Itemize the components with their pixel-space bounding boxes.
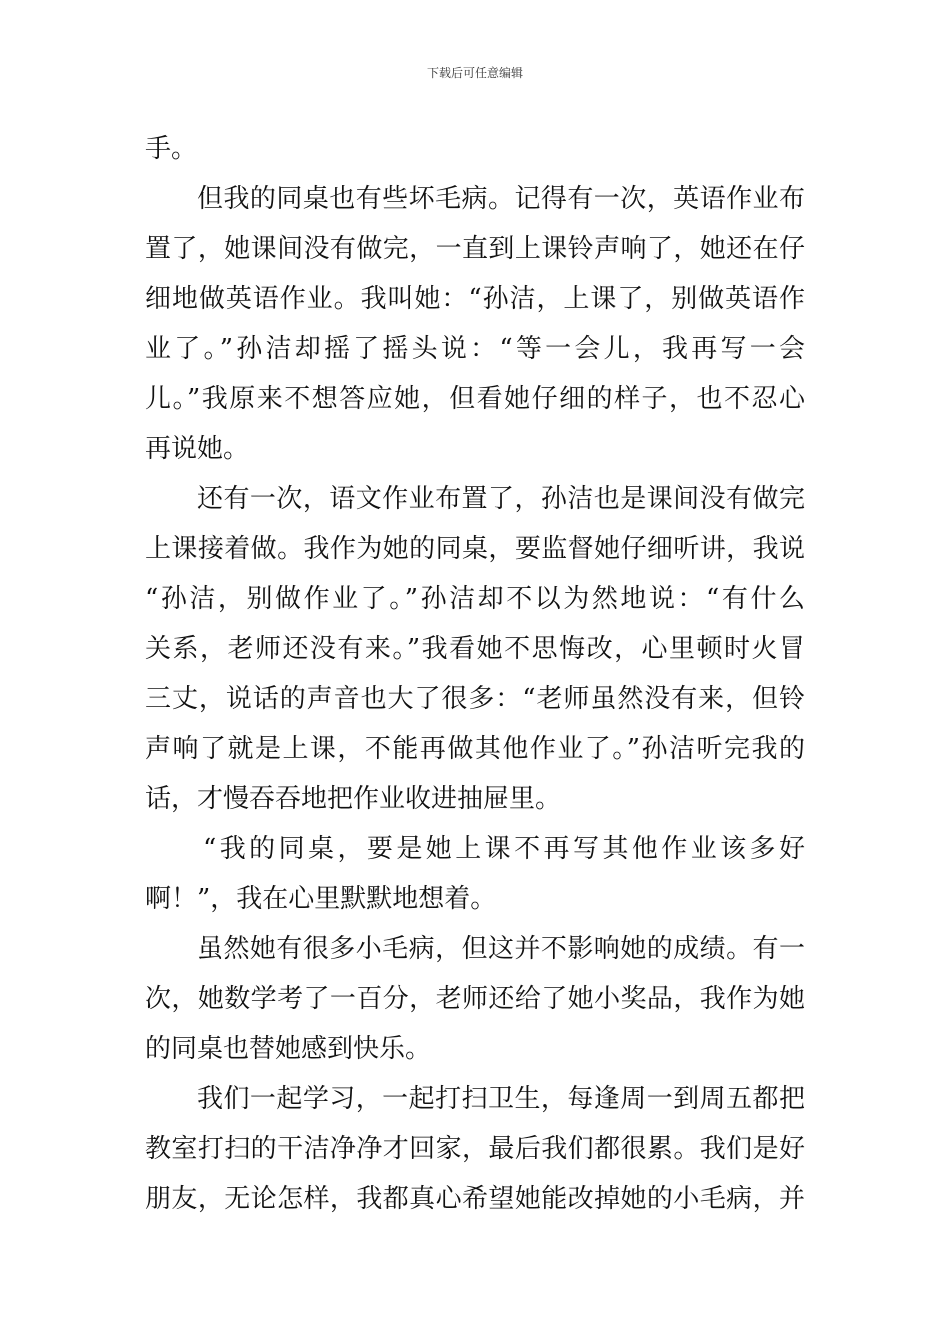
text-line: 儿。”我原来不想答应她，但看她仔细的样子，也不忍心	[145, 384, 805, 414]
text-line: 细地做英语作业。我叫她：“孙洁，上课了，别做英语作	[145, 284, 805, 314]
text-line: 业了。”孙洁却摇了摇头说：“等一会儿，我再写一会	[145, 334, 805, 364]
text-line: 但我的同桌也有些坏毛病。记得有一次，英语作业布	[197, 184, 805, 214]
text-line: 置了，她课间没有做完，一直到上课铃声响了，她还在仔	[145, 234, 805, 264]
text-line: 次，她数学考了一百分，老师还给了她小奖品，我作为她	[145, 984, 805, 1014]
text-line: 三丈，说话的声音也大了很多：“老师虽然没有来，但铃	[145, 684, 805, 714]
text-line: 虽然她有很多小毛病，但这并不影响她的成绩。有一	[197, 934, 805, 964]
page-header: 下载后可任意编辑	[426, 66, 523, 80]
text-line: 的同桌也替她感到快乐。	[145, 1034, 432, 1064]
text-line: 手。	[145, 134, 198, 164]
text-line: 再说她。	[145, 434, 250, 464]
text-line: 朋友，无论怎样，我都真心希望她能改掉她的小毛病，并	[145, 1184, 805, 1214]
text-line: 话，才慢吞吞地把作业收进抽屉里。	[145, 784, 562, 814]
text-line: “我的同桌，要是她上课不再写其他作业该多好	[203, 834, 805, 864]
text-line: 上课接着做。我作为她的同桌，要监督她仔细听讲，我说	[145, 534, 805, 564]
text-line: 我们一起学习，一起打扫卫生，每逢周一到周五都把	[197, 1084, 805, 1114]
text-line: 还有一次，语文作业布置了，孙洁也是课间没有做完	[197, 484, 805, 514]
text-line: 关系，老师还没有来。”我看她不思悔改，心里顿时火冒	[145, 634, 805, 664]
text-line: 教室打扫的干洁净净才回家，最后我们都很累。我们是好	[145, 1134, 805, 1164]
text-line: 啊！”，我在心里默默地想着。	[145, 884, 497, 914]
text-line: “孙洁，别做作业了。”孙洁却不以为然地说：“有什么	[145, 584, 805, 614]
text-line: 声响了就是上课，不能再做其他作业了。”孙洁听完我的	[145, 734, 805, 764]
